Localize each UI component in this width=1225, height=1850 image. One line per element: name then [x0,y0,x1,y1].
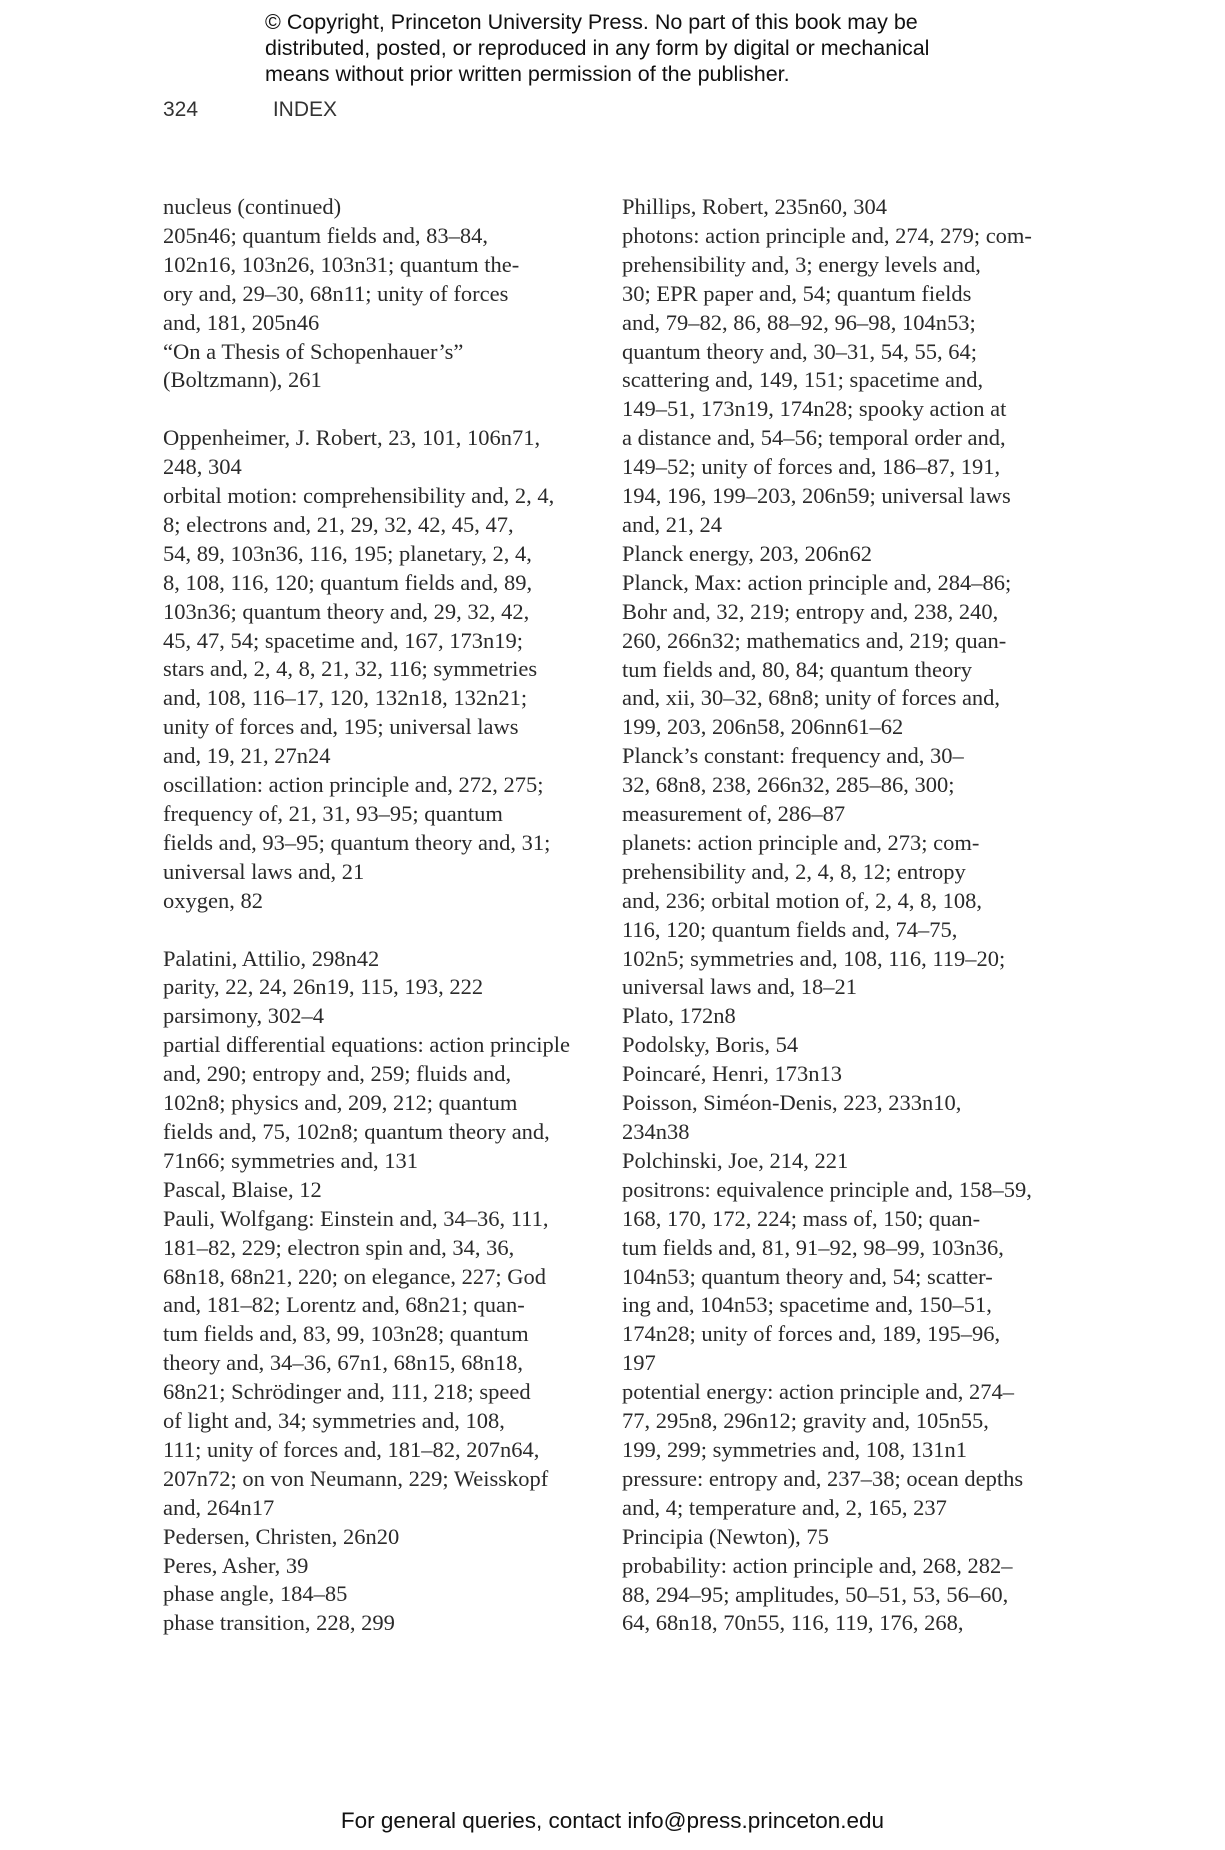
index-line: prehensibility and, 2, 4, 8, 12; entropy [622,858,966,884]
index-line: and, 181–82; Lorentz and, 68n21; quan- [163,1292,525,1318]
index-line: 103n36; quantum theory and, 29, 32, 42, [163,598,530,624]
index-line: 30; EPR paper and, 54; quantum fields [622,280,972,306]
index-line: pressure: entropy and, 237–38; ocean depths [622,1465,1024,1491]
index-entry [622,569,1054,742]
index-line: 68n21; Schrödinger and, 111, 218; speed [163,1379,531,1405]
index-line: 199, 299; symmetries and, 108, 131n1 [622,1436,967,1462]
index-entry [163,1176,595,1205]
index-line: Polchinski, Joe, 214, 221 [622,1147,849,1173]
index-line: stars and, 2, 4, 8, 21, 32, 116; symmetries [163,656,538,682]
index-line: and, 181, 205n46 [163,309,320,335]
index-line: 248, 304 [163,454,242,480]
index-line: tum fields and, 83, 99, 103n28; quantum [163,1321,529,1347]
copyright-line: distributed, posted, or reproduced in any form by digital or mechanical [265,36,930,60]
index-line: measurement of, 286–87 [622,801,846,827]
section-title: INDEX [272,98,338,121]
index-line: Poincaré, Henri, 173n13 [622,1061,842,1087]
index-line: and, 108, 116–17, 120, 132n18, 132n21; [163,685,528,711]
index-line: orbital motion: comprehensibility and, 2, 4, [163,483,555,509]
index-line: Planck, Max: action principle and, 284–86; [622,569,1012,595]
index-line: oscillation: action principle and, 272, 275; [163,772,544,798]
index-line: unity of forces and, 195; universal laws [163,714,519,740]
index-entry [163,973,595,1002]
index-line: fields and, 93–95; quantum theory and, 31; [163,829,551,855]
index-entry [163,1552,595,1581]
page-number: 324 [163,98,199,121]
index-line: “On a Thesis of Schopenhauer’s” [163,338,464,364]
index-line: ing and, 104n53; spacetime and, 150–51, [622,1292,992,1318]
index-line: Podolsky, Boris, 54 [622,1032,799,1058]
index-line: quantum theory and, 30–31, 54, 55, 64; [622,338,977,364]
footer-contact: For general queries, contact info@press.princeton.edu [340,1808,885,1833]
index-line: (Boltzmann), 261 [163,367,322,393]
index-line: phase angle, 184–85 [163,1581,348,1607]
index-entry [622,829,1054,1002]
index-line: and, 4; temperature and, 2, 165, 237 [622,1494,947,1520]
index-entry [622,540,1054,569]
index-entry [163,945,595,974]
index-entry [622,1060,1054,1089]
index-line: prehensibility and, 3; energy levels and, [622,251,981,277]
index-entry [163,1205,595,1523]
index-line: 149–51, 173n19, 174n28; spooky action at [622,396,1007,422]
index-line: fields and, 75, 102n8; quantum theory and, [163,1118,550,1144]
index-line: universal laws and, 21 [163,858,365,884]
running-head [163,98,763,122]
index-line: universal laws and, 18–21 [622,974,857,1000]
index-line: positrons: equivalence principle and, 158–59, [622,1176,1032,1202]
copyright-line: means without prior written permission of the publisher. [265,62,790,86]
index-line: 8; electrons and, 21, 29, 32, 42, 45, 47, [163,511,514,537]
index-line: 88, 294–95; amplitudes, 50–51, 53, 56–60, [622,1581,1009,1607]
index-line: scattering and, 149, 151; spacetime and, [622,367,984,393]
index-line: Poisson, Siméon-Denis, 223, 233n10, [622,1090,962,1116]
index-entry [163,482,595,771]
index-line: photons: action principle and, 274, 279; com- [622,222,1032,248]
index-line: 45, 47, 54; spacetime and, 167, 173n19; [163,627,523,653]
index-entry [622,1523,1054,1552]
index-line: 174n28; unity of forces and, 189, 195–96, [622,1321,1001,1347]
index-line: Phillips, Robert, 235n60, 304 [622,194,888,219]
index-entry [163,1609,595,1638]
index-line: 149–52; unity of forces and, 186–87, 191, [622,454,1001,480]
index-line: 205n46; quantum fields and, 83–84, [163,222,488,248]
index-line: tum fields and, 80, 84; quantum theory [622,656,972,682]
index-line: 207n72; on von Neumann, 229; Weisskopf [163,1465,549,1491]
index-line: Bohr and, 32, 219; entropy and, 238, 240, [622,598,999,624]
index-entry [622,222,1054,540]
index-column-left [163,193,595,1638]
index-line: and, 236; orbital motion of, 2, 4, 8, 108, [622,887,982,913]
index-entry [163,887,595,916]
index-line: 102n8; physics and, 209, 212; quantum [163,1090,518,1116]
index-line: and, 290; entropy and, 259; fluids and, [163,1061,512,1087]
copyright-line: © Copyright, Princeton University Press. No part of this book may be [265,10,918,34]
index-entry [163,1580,595,1609]
index-line: Palatini, Attilio, 298n42 [163,945,380,971]
index-entry [622,1147,1054,1176]
index-line: 54, 89, 103n36, 116, 195; planetary, 2, 4, [163,540,532,566]
index-line: and, 264n17 [163,1494,275,1520]
index-line: 168, 170, 172, 224; mass of, 150; quan- [622,1205,981,1231]
index-line: 260, 266n32; mathematics and, 219; quan- [622,627,1007,653]
index-line: a distance and, 54–56; temporal order and, [622,425,1006,451]
index-line: phase transition, 228, 299 [163,1610,395,1636]
index-line: Planck’s constant: frequency and, 30– [622,743,964,769]
index-line: theory and, 34–36, 67n1, 68n15, 68n18, [163,1350,523,1376]
index-line: 111; unity of forces and, 181–82, 207n64, [163,1436,540,1462]
index-line: 64, 68n18, 70n55, 116, 119, 176, 268, [622,1610,964,1636]
index-line: nucleus (continued) [163,194,342,219]
index-line: and, 79–82, 86, 88–92, 96–98, 104n53; [622,309,976,335]
index-line: and, xii, 30–32, 68n8; unity of forces and, [622,685,1001,711]
index-line: Pauli, Wolfgang: Einstein and, 34–36, 111, [163,1205,549,1231]
index-line: 71n66; symmetries and, 131 [163,1147,418,1173]
index-line: 77, 295n8, 296n12; gravity and, 105n55, [622,1408,989,1434]
index-entry [163,1031,595,1176]
index-line: and, 19, 21, 27n24 [163,743,331,769]
index-line: planets: action principle and, 273; com- [622,829,980,855]
index-entry [163,338,595,396]
index-line: of light and, 34; symmetries and, 108, [163,1408,505,1434]
index-entry [163,424,595,482]
index-entry [622,1089,1054,1147]
index-entry [622,1378,1054,1465]
index-line: 32, 68n8, 238, 266n32, 285–86, 300; [622,772,955,798]
index-line: Plato, 172n8 [622,1003,736,1029]
index-line: parity, 22, 24, 26n19, 115, 193, 222 [163,974,484,1000]
index-entry [163,1523,595,1552]
index-entry [622,742,1054,829]
index-line: Pascal, Blaise, 12 [163,1176,322,1202]
index-entry [622,1465,1054,1523]
index-line: 8, 108, 116, 120; quantum fields and, 89, [163,569,533,595]
index-line: Planck energy, 203, 206n62 [622,540,872,566]
copyright-notice [265,9,1025,87]
index-line: Principia (Newton), 75 [622,1523,829,1549]
index-entry [163,771,595,887]
index-entry [622,193,1054,222]
index-line: 234n38 [622,1119,690,1144]
index-entry [163,1002,595,1031]
index-line: frequency of, 21, 31, 93–95; quantum [163,801,503,827]
index-entry [622,1031,1054,1060]
index-line: Pedersen, Christen, 26n20 [163,1523,400,1549]
index-entry [622,1552,1054,1639]
index-line: 102n5; symmetries and, 108, 116, 119–20; [622,945,1006,971]
index-line: ory and, 29–30, 68n11; unity of forces [163,280,509,306]
index-line: probability: action principle and, 268, 282– [622,1552,1013,1578]
index-line: Peres, Asher, 39 [163,1552,309,1578]
index-line: and, 21, 24 [622,511,722,537]
index-line: 102n16, 103n26, 103n31; quantum the- [163,251,520,277]
index-entry [622,1176,1054,1378]
index-line: oxygen, 82 [163,887,263,913]
index-line: tum fields and, 81, 91–92, 98–99, 103n36, [622,1234,1004,1260]
index-line: 197 [622,1350,656,1376]
index-line: 199, 203, 206n58, 206nn61–62 [622,714,904,740]
index-column-right [622,193,1054,1638]
index-line: 181–82, 229; electron spin and, 34, 36, [163,1234,515,1260]
index-line: Oppenheimer, J. Robert, 23, 101, 106n71, [163,425,541,451]
index-line: partial differential equations: action principle [163,1032,570,1058]
index-entry [163,193,595,338]
index-line: potential energy: action principle and, 274– [622,1379,1014,1405]
index-line: 68n18, 68n21, 220; on elegance, 227; God [163,1263,547,1289]
index-line: 116, 120; quantum fields and, 74–75, [622,916,958,942]
index-line: 104n53; quantum theory and, 54; scatter- [622,1263,993,1289]
index-entry [622,1002,1054,1031]
index-line: parsimony, 302–4 [163,1003,325,1029]
index-line: 194, 196, 199–203, 206n59; universal laws [622,483,1011,509]
